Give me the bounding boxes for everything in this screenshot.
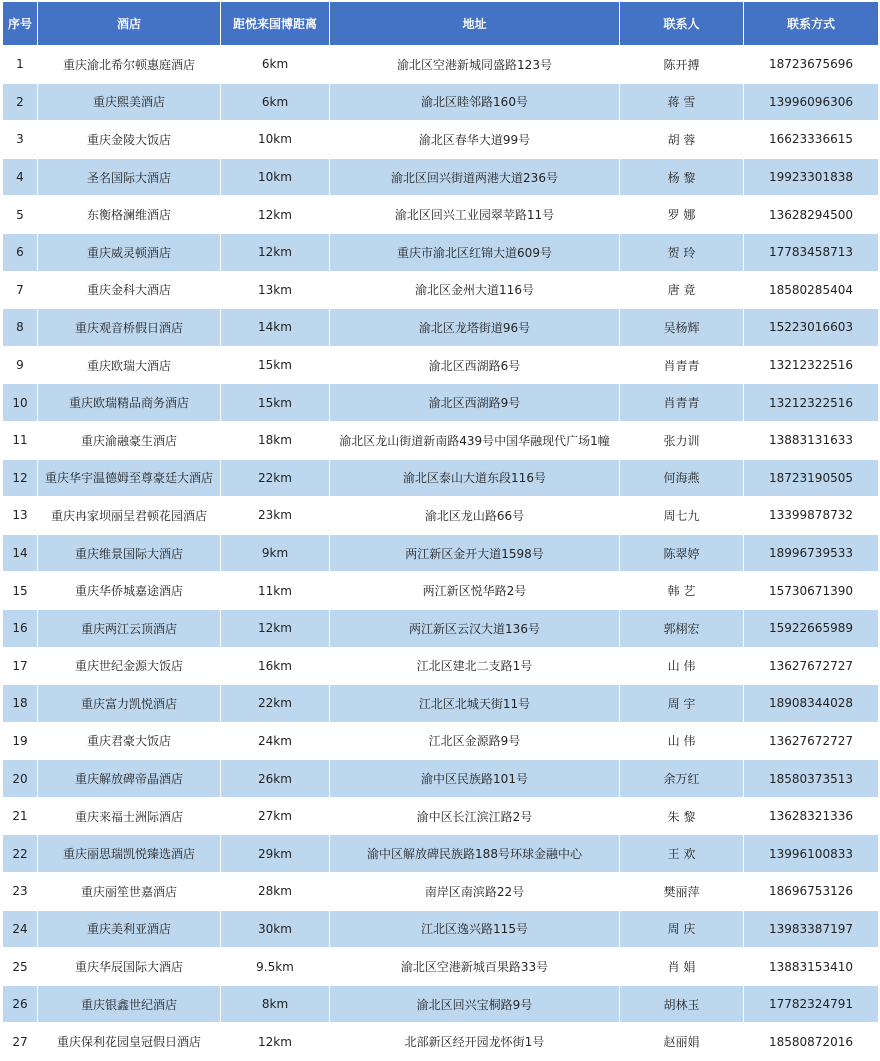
cell-phone: 19923301838 xyxy=(744,158,879,196)
table-row xyxy=(3,384,879,422)
cell-contact: 周 宇 xyxy=(620,685,744,723)
table-row xyxy=(3,83,879,121)
table-row xyxy=(3,497,879,535)
cell-hotel: 重庆欧瑞大酒店 xyxy=(38,346,221,384)
cell-phone: 13212322516 xyxy=(744,384,879,422)
cell-distance: 9.5km xyxy=(221,948,330,986)
cell-distance: 12km xyxy=(221,233,330,271)
cell-phone: 17782324791 xyxy=(744,985,879,1023)
table-row xyxy=(3,158,879,196)
cell-phone: 18696753126 xyxy=(744,873,879,911)
cell-address: 渝北区回兴宝桐路9号 xyxy=(330,985,620,1023)
cell-hotel: 重庆君豪大饭店 xyxy=(38,722,221,760)
cell-index: 16 xyxy=(3,609,38,647)
cell-address: 渝北区龙山街道新南路439号中国华融现代广场1幢 xyxy=(330,421,620,459)
cell-address: 渝北区金州大道116号 xyxy=(330,271,620,309)
cell-address: 渝北区回兴工业园翠苹路11号 xyxy=(330,196,620,234)
cell-phone: 15223016603 xyxy=(744,309,879,347)
cell-address: 渝北区西湖路9号 xyxy=(330,384,620,422)
cell-phone: 15922665989 xyxy=(744,609,879,647)
header-distance: 距悦来国博距离 xyxy=(221,2,330,46)
cell-distance: 22km xyxy=(221,685,330,723)
table-row xyxy=(3,534,879,572)
cell-address: 北部新区经开园龙怀街1号 xyxy=(330,1023,620,1061)
cell-contact: 樊丽萍 xyxy=(620,873,744,911)
cell-address: 两江新区云汉大道136号 xyxy=(330,609,620,647)
cell-hotel: 重庆美利亚酒店 xyxy=(38,910,221,948)
cell-hotel: 重庆维景国际大酒店 xyxy=(38,534,221,572)
cell-hotel: 重庆丽笙世嘉酒店 xyxy=(38,873,221,911)
cell-index: 6 xyxy=(3,233,38,271)
cell-phone: 18996739533 xyxy=(744,534,879,572)
header-address: 地址 xyxy=(330,2,620,46)
table-row xyxy=(3,910,879,948)
cell-address: 重庆市渝北区红锦大道609号 xyxy=(330,233,620,271)
cell-hotel: 重庆欧瑞精品商务酒店 xyxy=(38,384,221,422)
cell-distance: 13km xyxy=(221,271,330,309)
cell-distance: 16km xyxy=(221,647,330,685)
cell-contact: 唐 竟 xyxy=(620,271,744,309)
cell-index: 12 xyxy=(3,459,38,497)
cell-phone: 13883131633 xyxy=(744,421,879,459)
cell-index: 14 xyxy=(3,534,38,572)
cell-phone: 18580373513 xyxy=(744,760,879,798)
cell-hotel: 重庆金陵大饭店 xyxy=(38,121,221,159)
cell-index: 11 xyxy=(3,421,38,459)
cell-contact: 赵丽娟 xyxy=(620,1023,744,1061)
cell-phone: 13883153410 xyxy=(744,948,879,986)
table-row xyxy=(3,421,879,459)
cell-contact: 贺 玲 xyxy=(620,233,744,271)
cell-distance: 8km xyxy=(221,985,330,1023)
cell-phone: 13399878732 xyxy=(744,497,879,535)
cell-index: 15 xyxy=(3,572,38,610)
cell-contact: 张力训 xyxy=(620,421,744,459)
cell-index: 24 xyxy=(3,910,38,948)
table-row xyxy=(3,685,879,723)
cell-distance: 10km xyxy=(221,121,330,159)
cell-address: 渝中区长江滨江路2号 xyxy=(330,797,620,835)
cell-address: 渝北区空港新城同盛路123号 xyxy=(330,46,620,84)
table-row xyxy=(3,722,879,760)
header-phone: 联系方式 xyxy=(744,2,879,46)
cell-index: 18 xyxy=(3,685,38,723)
cell-hotel: 重庆金科大酒店 xyxy=(38,271,221,309)
cell-phone: 18908344028 xyxy=(744,685,879,723)
cell-contact: 周七九 xyxy=(620,497,744,535)
cell-index: 4 xyxy=(3,158,38,196)
cell-distance: 30km xyxy=(221,910,330,948)
table-row xyxy=(3,609,879,647)
cell-hotel: 重庆两江云顶酒店 xyxy=(38,609,221,647)
cell-index: 22 xyxy=(3,835,38,873)
cell-address: 渝北区春华大道99号 xyxy=(330,121,620,159)
cell-distance: 6km xyxy=(221,46,330,84)
cell-hotel: 重庆世纪金源大饭店 xyxy=(38,647,221,685)
cell-distance: 26km xyxy=(221,760,330,798)
cell-index: 20 xyxy=(3,760,38,798)
table-row xyxy=(3,647,879,685)
table-row xyxy=(3,873,879,911)
cell-distance: 11km xyxy=(221,572,330,610)
cell-phone: 18723190505 xyxy=(744,459,879,497)
cell-index: 13 xyxy=(3,497,38,535)
cell-hotel: 圣名国际大酒店 xyxy=(38,158,221,196)
cell-index: 23 xyxy=(3,873,38,911)
cell-contact: 陈翠婷 xyxy=(620,534,744,572)
cell-hotel: 重庆富力凯悦酒店 xyxy=(38,685,221,723)
table-row xyxy=(3,797,879,835)
cell-hotel: 重庆来福士洲际酒店 xyxy=(38,797,221,835)
cell-index: 3 xyxy=(3,121,38,159)
cell-index: 10 xyxy=(3,384,38,422)
cell-hotel: 重庆保利花园皇冠假日酒店 xyxy=(38,1023,221,1061)
header-contact: 联系人 xyxy=(620,2,744,46)
cell-contact: 余万红 xyxy=(620,760,744,798)
cell-distance: 22km xyxy=(221,459,330,497)
cell-contact: 胡 蓉 xyxy=(620,121,744,159)
cell-contact: 王 欢 xyxy=(620,835,744,873)
cell-phone: 13628321336 xyxy=(744,797,879,835)
cell-index: 26 xyxy=(3,985,38,1023)
cell-hotel: 重庆渝融豪生酒店 xyxy=(38,421,221,459)
cell-hotel: 重庆冉家坝丽呈君顿花园酒店 xyxy=(38,497,221,535)
cell-distance: 9km xyxy=(221,534,330,572)
cell-index: 5 xyxy=(3,196,38,234)
cell-address: 江北区北城天街11号 xyxy=(330,685,620,723)
cell-hotel: 重庆丽思瑞凯悦臻选酒店 xyxy=(38,835,221,873)
cell-index: 1 xyxy=(3,46,38,84)
table-row xyxy=(3,835,879,873)
cell-phone: 13628294500 xyxy=(744,196,879,234)
cell-hotel: 重庆渝北希尔顿惠庭酒店 xyxy=(38,46,221,84)
cell-phone: 13983387197 xyxy=(744,910,879,948)
cell-distance: 6km xyxy=(221,83,330,121)
table-row xyxy=(3,271,879,309)
cell-address: 渝北区空港新城百果路33号 xyxy=(330,948,620,986)
cell-hotel: 重庆威灵顿酒店 xyxy=(38,233,221,271)
cell-distance: 10km xyxy=(221,158,330,196)
cell-address: 两江新区金开大道1598号 xyxy=(330,534,620,572)
cell-phone: 13627672727 xyxy=(744,647,879,685)
table-row xyxy=(3,46,879,84)
cell-phone: 15730671390 xyxy=(744,572,879,610)
cell-phone: 17783458713 xyxy=(744,233,879,271)
table-row xyxy=(3,985,879,1023)
cell-address: 渝北区睦邻路160号 xyxy=(330,83,620,121)
cell-contact: 郭栩宏 xyxy=(620,609,744,647)
cell-phone: 16623336615 xyxy=(744,121,879,159)
table-row xyxy=(3,196,879,234)
cell-index: 9 xyxy=(3,346,38,384)
cell-index: 21 xyxy=(3,797,38,835)
table-row xyxy=(3,459,879,497)
header-hotel: 酒店 xyxy=(38,2,221,46)
table-row xyxy=(3,346,879,384)
cell-hotel: 重庆华辰国际大酒店 xyxy=(38,948,221,986)
table-header-row xyxy=(3,2,879,46)
cell-index: 27 xyxy=(3,1023,38,1061)
cell-contact: 周 庆 xyxy=(620,910,744,948)
cell-contact: 朱 黎 xyxy=(620,797,744,835)
cell-index: 8 xyxy=(3,309,38,347)
cell-index: 19 xyxy=(3,722,38,760)
cell-contact: 胡林玉 xyxy=(620,985,744,1023)
cell-distance: 14km xyxy=(221,309,330,347)
cell-address: 江北区建北二支路1号 xyxy=(330,647,620,685)
cell-address: 江北区金源路9号 xyxy=(330,722,620,760)
hotel-table xyxy=(2,1,879,1061)
cell-phone: 13996100833 xyxy=(744,835,879,873)
table-row xyxy=(3,309,879,347)
cell-contact: 陈开搏 xyxy=(620,46,744,84)
cell-address: 渝中区解放碑民族路188号环球金融中心 xyxy=(330,835,620,873)
cell-hotel: 重庆熙美酒店 xyxy=(38,83,221,121)
cell-contact: 罗 娜 xyxy=(620,196,744,234)
table-row xyxy=(3,572,879,610)
cell-distance: 12km xyxy=(221,196,330,234)
cell-contact: 何海燕 xyxy=(620,459,744,497)
cell-phone: 13212322516 xyxy=(744,346,879,384)
cell-index: 2 xyxy=(3,83,38,121)
cell-contact: 杨 黎 xyxy=(620,158,744,196)
cell-contact: 吴杨辉 xyxy=(620,309,744,347)
cell-phone: 18723675696 xyxy=(744,46,879,84)
cell-contact: 肖 娟 xyxy=(620,948,744,986)
header-index: 序号 xyxy=(3,2,38,46)
table-row xyxy=(3,1023,879,1061)
cell-contact: 山 伟 xyxy=(620,647,744,685)
cell-hotel: 重庆华侨城嘉途酒店 xyxy=(38,572,221,610)
cell-hotel: 东衡格澜维酒店 xyxy=(38,196,221,234)
cell-distance: 28km xyxy=(221,873,330,911)
cell-phone: 13627672727 xyxy=(744,722,879,760)
cell-hotel: 重庆解放碑帝晶酒店 xyxy=(38,760,221,798)
cell-address: 渝中区民族路101号 xyxy=(330,760,620,798)
cell-address: 渝北区西湖路6号 xyxy=(330,346,620,384)
cell-index: 17 xyxy=(3,647,38,685)
cell-address: 渝北区泰山大道东段116号 xyxy=(330,459,620,497)
cell-distance: 23km xyxy=(221,497,330,535)
cell-contact: 山 伟 xyxy=(620,722,744,760)
table-row xyxy=(3,760,879,798)
cell-distance: 29km xyxy=(221,835,330,873)
cell-contact: 韩 艺 xyxy=(620,572,744,610)
cell-distance: 12km xyxy=(221,1023,330,1061)
cell-address: 渝北区龙塔街道96号 xyxy=(330,309,620,347)
cell-contact: 肖青青 xyxy=(620,346,744,384)
cell-distance: 18km xyxy=(221,421,330,459)
cell-address: 两江新区悦华路2号 xyxy=(330,572,620,610)
cell-phone: 18580872016 xyxy=(744,1023,879,1061)
cell-address: 渝北区龙山路66号 xyxy=(330,497,620,535)
cell-distance: 15km xyxy=(221,346,330,384)
cell-hotel: 重庆观音桥假日酒店 xyxy=(38,309,221,347)
table-body xyxy=(3,46,879,1061)
table-row xyxy=(3,233,879,271)
cell-distance: 15km xyxy=(221,384,330,422)
table-row xyxy=(3,948,879,986)
cell-hotel: 重庆华宇温德姆至尊豪廷大酒店 xyxy=(38,459,221,497)
cell-hotel: 重庆银鑫世纪酒店 xyxy=(38,985,221,1023)
table-row xyxy=(3,121,879,159)
cell-index: 7 xyxy=(3,271,38,309)
cell-phone: 18580285404 xyxy=(744,271,879,309)
cell-address: 江北区逸兴路115号 xyxy=(330,910,620,948)
cell-distance: 12km xyxy=(221,609,330,647)
cell-phone: 13996096306 xyxy=(744,83,879,121)
cell-index: 25 xyxy=(3,948,38,986)
cell-address: 南岸区南滨路22号 xyxy=(330,873,620,911)
cell-address: 渝北区回兴街道两港大道236号 xyxy=(330,158,620,196)
cell-distance: 24km xyxy=(221,722,330,760)
cell-contact: 肖青青 xyxy=(620,384,744,422)
cell-contact: 蒋 雪 xyxy=(620,83,744,121)
cell-distance: 27km xyxy=(221,797,330,835)
